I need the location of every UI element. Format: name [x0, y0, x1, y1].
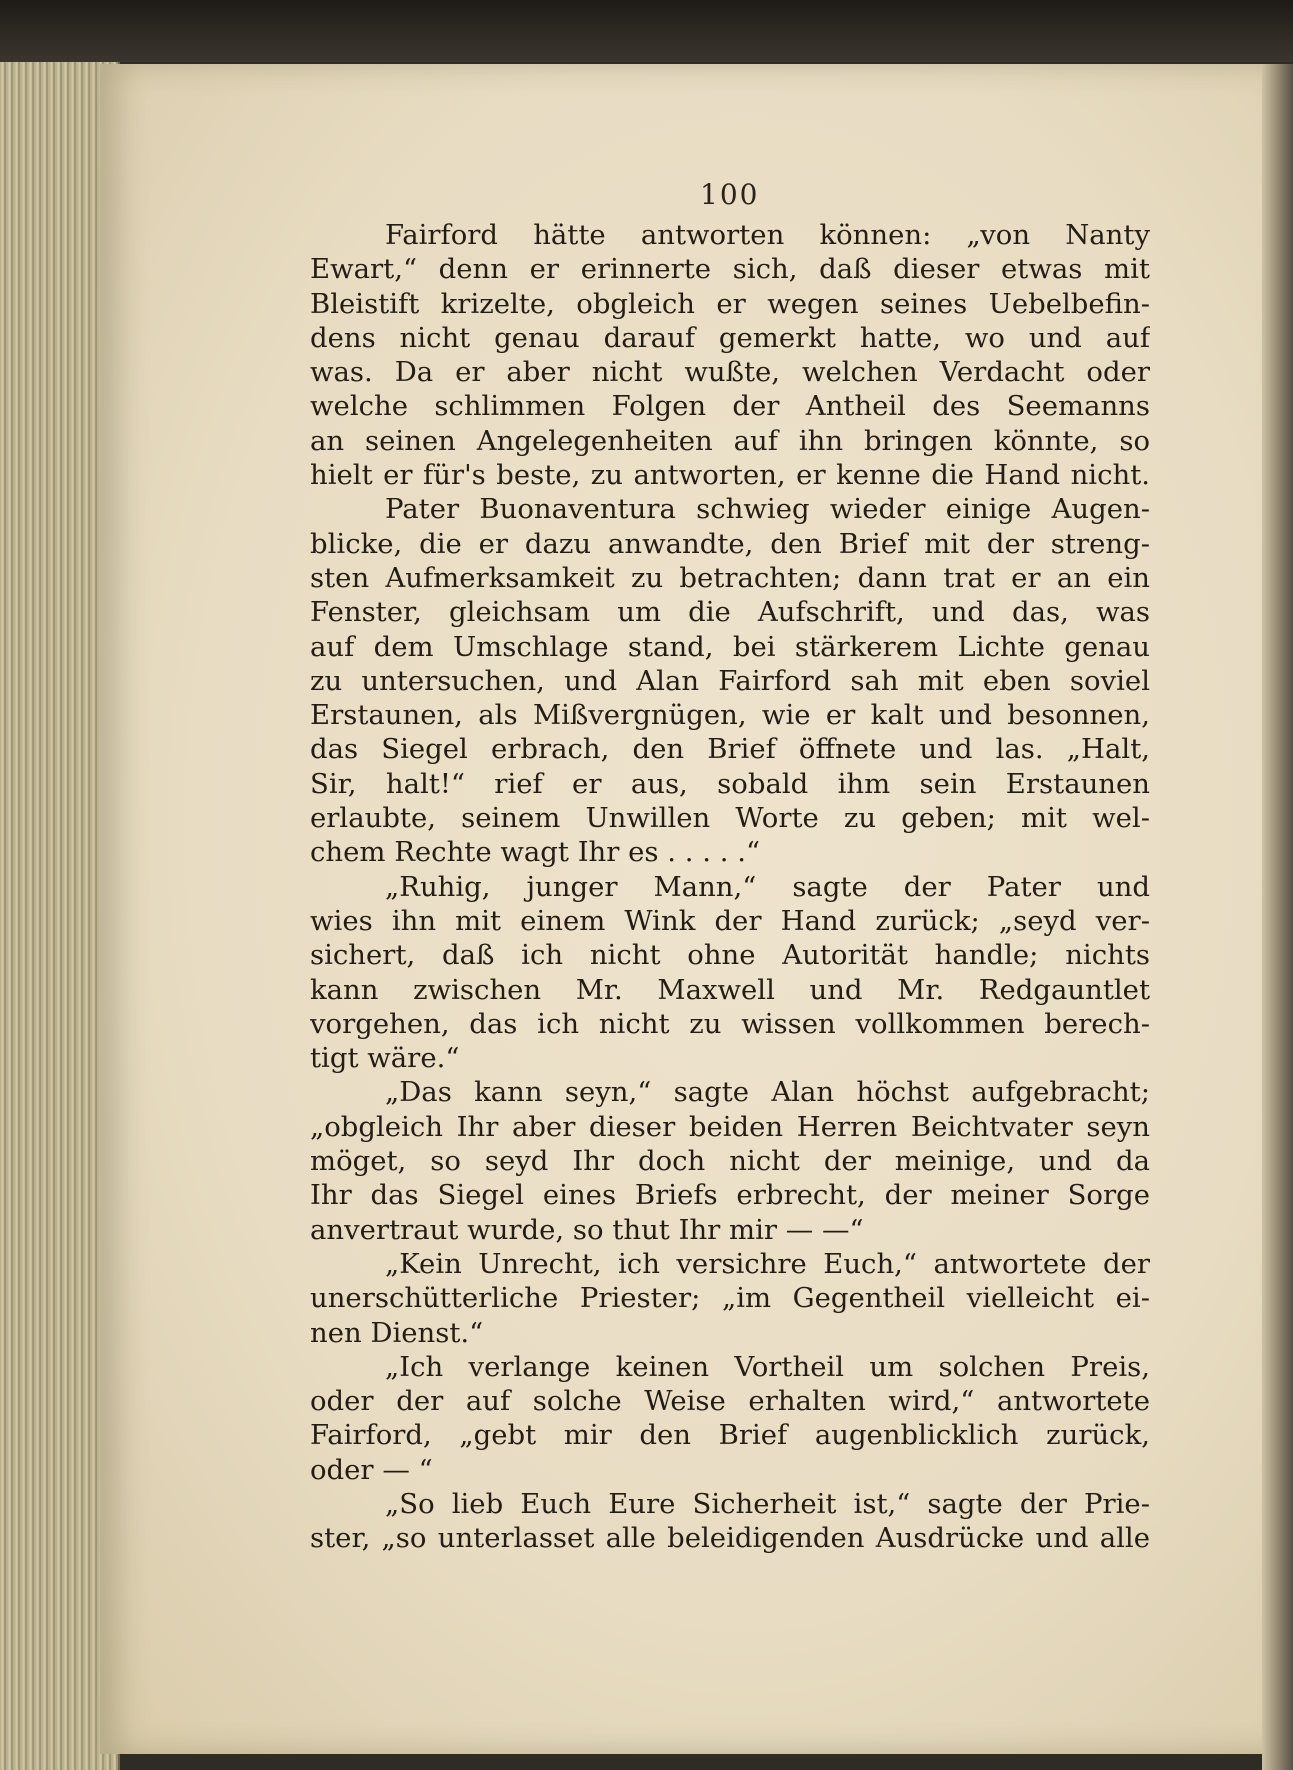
text-line: blicke, die er dazu anwandte, den Brief mit der streng-: [310, 527, 1150, 560]
page-number: 100: [700, 178, 760, 211]
text-line: unerschütterliche Priester; „im Gegentheil vielleicht ei-: [310, 1282, 1150, 1315]
text-line: Fairford hätte antworten können: „von Nanty: [385, 219, 1150, 251]
text-line: „Kein Unrecht, ich versichre Euch,“ antwortete der: [385, 1247, 1150, 1280]
text-line: Ewart,“ denn er erinnerte sich, daß dieser etwas mit: [310, 253, 1150, 286]
text-line: nen Dienst.“: [310, 1316, 484, 1349]
text-line: vorgehen, das ich nicht zu wissen vollkommen berech-: [310, 1007, 1150, 1040]
text-line: sten Aufmerksamkeit zu betrachten; dann trat er an ein: [310, 561, 1150, 594]
text-line: Bleistift krizelte, obgleich er wegen seines Uebelbefin-: [310, 287, 1150, 320]
text-line: was. Da er aber nicht wußte, welchen Verdacht oder: [310, 356, 1150, 389]
text-line: möget, so seyd Ihr doch nicht der meinige, und da: [310, 1145, 1150, 1178]
text-line: welche schlimmen Folgen der Antheil des Seemanns: [310, 390, 1150, 423]
text-line: Pater Buonaventura schwieg wieder einige Augen-: [385, 493, 1150, 526]
text-line: sichert, daß ich nicht ohne Autorität handle; nichts: [310, 939, 1150, 972]
text-line: das Siegel erbrach, den Brief öffnete und las. „Halt,: [310, 733, 1150, 766]
text-line: Ihr das Siegel eines Briefs erbrecht, der meiner Sorge: [310, 1179, 1150, 1212]
text-line: erlaubte, seinem Unwillen Worte zu geben; mit wel-: [310, 802, 1150, 835]
text-line: „Ruhig, junger Mann,“ sagte der Pater und: [385, 870, 1150, 903]
text-line: oder der auf solche Weise erhalten wird,“ antwortete: [310, 1385, 1150, 1418]
text-line: wies ihn mit einem Wink der Hand zurück; „seyd ver-: [310, 904, 1150, 937]
text-line: tigt wäre.“: [310, 1042, 460, 1075]
page-text: [310, 218, 1150, 1556]
text-line: ster, „so unterlasset alle beleidigenden Ausdrücke und alle: [310, 1522, 1150, 1555]
page-right-edge: [1262, 64, 1293, 1770]
text-line: Fenster, gleichsam um die Aufschrift, und das, was: [310, 596, 1150, 629]
text-line: „Das kann seyn,“ sagte Alan höchst aufgebracht;: [385, 1076, 1150, 1109]
text-line: chem Rechte wagt Ihr es . . . . .“: [310, 836, 761, 869]
text-line: „Ich verlange keinen Vortheil um solchen Preis,: [385, 1350, 1150, 1383]
text-line: „So lieb Euch Eure Sicherheit ist,“ sagte der Prie-: [385, 1487, 1150, 1520]
text-line: zu untersuchen, und Alan Fairford sah mit eben soviel: [310, 664, 1150, 697]
text-line: Erstaunen, als Mißvergnügen, wie er kalt und besonnen,: [310, 699, 1150, 732]
text-line: „obgleich Ihr aber dieser beiden Herren Beichtvater seyn: [310, 1110, 1150, 1143]
text-line: anvertraut wurde, so thut Ihr mir — —“: [310, 1213, 864, 1246]
text-line: auf dem Umschlage stand, bei stärkerem Lichte genau: [310, 630, 1150, 663]
text-line: Sir, halt!“ rief er aus, sobald ihm sein Erstaunen: [310, 767, 1150, 800]
text-line: hielt er für's beste, zu antworten, er kenne die Hand nicht.: [310, 459, 1150, 492]
text-line: kann zwischen Mr. Maxwell und Mr. Redgauntlet: [310, 973, 1150, 1006]
book-cover-edge: [0, 0, 1293, 62]
text-line: dens nicht genau darauf gemerkt hatte, wo und auf: [310, 321, 1150, 354]
text-line: an seinen Angelegenheiten auf ihn bringen könnte, so: [310, 424, 1150, 457]
text-line: oder — “: [310, 1453, 433, 1486]
text-line: Fairford, „gebt mir den Brief augenblicklich zurück,: [310, 1419, 1150, 1452]
